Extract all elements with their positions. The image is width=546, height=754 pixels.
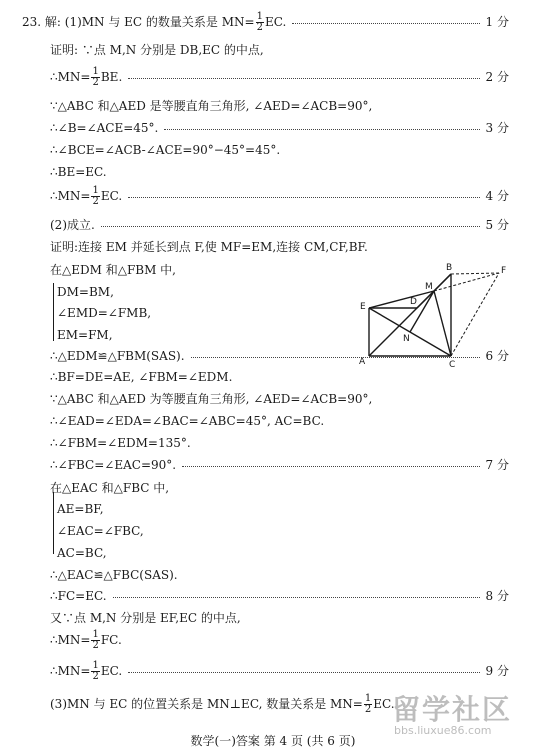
text-segment: ∴∠EAD=∠EDA=∠BAC=∠ABC=45°, AC=BC.	[50, 414, 325, 428]
score-mark: 8 分	[485, 589, 509, 603]
page-footer: 数学(一)答案 第 4 页 (共 6 页)	[190, 734, 356, 748]
line-text	[50, 389, 372, 409]
segment-CM	[434, 291, 451, 356]
text-segment: ∠EAC=∠FBC,	[57, 524, 144, 538]
text-segment: ∴∠FBC=∠EAC=90°.	[50, 458, 177, 472]
text-segment: EC.	[264, 15, 287, 29]
solution-line	[0, 140, 546, 160]
label-C: C	[449, 360, 456, 370]
text-segment: (3)MN 与 EC 的位置关系是 MN⊥EC, 数量关系是 MN=	[50, 697, 363, 711]
fraction-denominator: 2	[92, 77, 99, 88]
fraction-denominator: 2	[92, 671, 99, 682]
condition-brace-1	[53, 283, 57, 341]
solution-line	[0, 40, 546, 60]
segment-CF	[451, 273, 499, 356]
text-segment: ∴MN=	[50, 664, 91, 678]
line-text	[57, 303, 151, 323]
line-text	[50, 67, 122, 88]
solution-line	[0, 661, 546, 681]
leader-dots	[128, 78, 480, 79]
fraction	[91, 67, 99, 88]
leader-dots	[128, 197, 480, 198]
line-text	[50, 694, 395, 715]
leader-dots	[113, 597, 480, 598]
fraction-numerator: 1	[92, 66, 99, 77]
fraction	[256, 12, 264, 33]
solution-line	[0, 521, 546, 541]
segment-BF	[451, 273, 499, 274]
text-segment: ∴MN=	[50, 633, 91, 647]
score-mark: 3 分	[485, 121, 509, 135]
fraction-denominator: 2	[364, 704, 372, 715]
text-segment: AE=BF,	[57, 502, 104, 516]
text-segment: 在△EAC 和△FBC 中,	[50, 481, 170, 495]
text-segment: DM=BM,	[57, 285, 114, 299]
solution-line	[0, 162, 546, 182]
fraction	[91, 186, 99, 207]
text-segment: 23. 解: (1)MN 与 EC 的数量关系是 MN=	[22, 15, 255, 29]
text-segment: FC.	[100, 633, 122, 647]
solution-line	[0, 499, 546, 519]
line-text	[50, 367, 232, 387]
line-text	[50, 455, 176, 475]
watermark-url: bbs.liuxue86.com	[394, 724, 492, 737]
solution-line	[0, 478, 546, 498]
solution-line	[0, 565, 546, 585]
text-segment: 证明: ∵点 M,N 分别是 DB,EC 的中点,	[50, 43, 264, 57]
line-text	[50, 411, 324, 431]
line-text	[50, 586, 107, 606]
text-segment: 又∵点 M,N 分别是 EF,EC 的中点,	[50, 611, 241, 625]
leader-dots	[128, 672, 480, 673]
text-segment: ∠EMD=∠FMB,	[57, 306, 152, 320]
text-segment: ∴∠B=∠ACE=45°.	[50, 121, 159, 135]
text-segment: (2)成立.	[50, 218, 95, 232]
leader-dots	[101, 226, 480, 227]
solution-line	[0, 215, 546, 235]
fraction-numerator: 1	[92, 629, 99, 640]
fraction-numerator: 1	[256, 11, 263, 22]
text-segment: ∴BF=DE=AE, ∠FBM=∠EDM.	[50, 370, 233, 384]
label-N: N	[403, 334, 410, 344]
text-segment: ∴△EAC≌△FBC(SAS).	[50, 568, 178, 582]
line-text	[50, 186, 122, 207]
line-text	[50, 565, 178, 585]
watermark-logo: 留学社区	[392, 693, 513, 726]
label-B: B	[446, 263, 453, 273]
condition-brace-2	[53, 492, 57, 554]
fraction-denominator: 2	[92, 640, 99, 651]
text-segment: ∴△EDM≌△FBM(SAS).	[50, 349, 185, 363]
score-mark: 2 分	[485, 70, 509, 84]
fraction-denominator: 2	[92, 196, 99, 207]
line-text	[50, 215, 95, 235]
line-text	[50, 608, 241, 628]
text-segment: 证明:连接 EM 并延长到点 F,使 MF=EM,连接 CM,CF,BF.	[50, 240, 368, 254]
fraction-numerator: 1	[92, 660, 99, 671]
text-segment: ∴MN=	[50, 189, 91, 203]
geometry-figure	[355, 260, 515, 370]
line-text	[50, 96, 372, 116]
solution-line	[0, 118, 546, 138]
solution-line	[0, 608, 546, 628]
line-text	[57, 282, 114, 302]
solution-line	[0, 12, 546, 32]
fraction-numerator: 1	[92, 185, 99, 196]
line-text	[50, 40, 264, 60]
line-text	[50, 118, 158, 138]
text-segment: 在△EDM 和△FBM 中,	[50, 263, 177, 277]
text-segment: EM=FM,	[57, 328, 113, 342]
solution-line	[0, 543, 546, 563]
line-text	[50, 661, 122, 682]
score-mark: 7 分	[485, 458, 509, 472]
fraction	[91, 661, 99, 682]
text-segment: ∴FC=EC.	[50, 589, 107, 603]
text-segment: AC=BC,	[57, 546, 107, 560]
text-segment: ∴∠FBM=∠EDM=135°.	[50, 436, 191, 450]
line-text	[57, 543, 107, 563]
solution-line	[0, 411, 546, 431]
line-text	[57, 521, 144, 541]
score-mark: 9 分	[485, 664, 509, 678]
line-text	[50, 478, 169, 498]
line-text	[50, 346, 185, 366]
line-text	[50, 260, 176, 280]
solution-line	[0, 630, 546, 650]
fraction-numerator: 1	[364, 693, 372, 704]
solution-line	[0, 586, 546, 606]
fraction	[364, 694, 372, 715]
text-segment: EC.	[373, 697, 395, 711]
leader-dots	[164, 129, 480, 130]
text-segment: EC.	[100, 664, 123, 678]
text-segment: EC.	[100, 189, 123, 203]
label-M: M	[425, 282, 433, 292]
solution-line	[0, 186, 546, 206]
line-text	[57, 499, 104, 519]
line-text	[50, 433, 191, 453]
score-mark: 6 分	[485, 349, 509, 363]
label-D: D	[410, 297, 417, 307]
solution-line	[0, 389, 546, 409]
line-text	[22, 12, 286, 33]
solution-line	[0, 67, 546, 87]
text-segment: ∵△ABC 和△AED 是等腰直角三角形, ∠AED=∠ACB=90°,	[50, 99, 373, 113]
label-E: E	[360, 302, 366, 312]
leader-dots	[182, 466, 480, 467]
solution-line	[0, 455, 546, 475]
segment-EM	[369, 291, 434, 308]
score-mark: 4 分	[485, 189, 509, 203]
text-segment: ∵△ABC 和△AED 为等腰直角三角形, ∠AED=∠ACB=90°,	[50, 392, 373, 406]
fraction-denominator: 2	[256, 22, 263, 33]
label-F: F	[501, 266, 507, 276]
text-segment: ∴∠BCE=∠ACB-∠ACE=90°−45°=45°.	[50, 143, 281, 157]
line-text	[50, 140, 280, 160]
text-segment: ∴MN=	[50, 70, 91, 84]
solution-line	[0, 367, 546, 387]
fraction	[91, 630, 99, 651]
text-segment: BE.	[100, 70, 123, 84]
line-text	[50, 237, 368, 257]
text-segment: ∴BE=EC.	[50, 165, 107, 179]
line-text	[57, 325, 113, 345]
line-text	[50, 630, 122, 651]
score-mark: 1 分	[485, 15, 509, 29]
solution-line	[0, 433, 546, 453]
solution-line	[0, 237, 546, 257]
leader-dots	[292, 23, 480, 24]
line-text	[50, 162, 107, 182]
solution-line	[0, 96, 546, 116]
label-A: A	[359, 357, 366, 367]
score-mark: 5 分	[485, 218, 509, 232]
